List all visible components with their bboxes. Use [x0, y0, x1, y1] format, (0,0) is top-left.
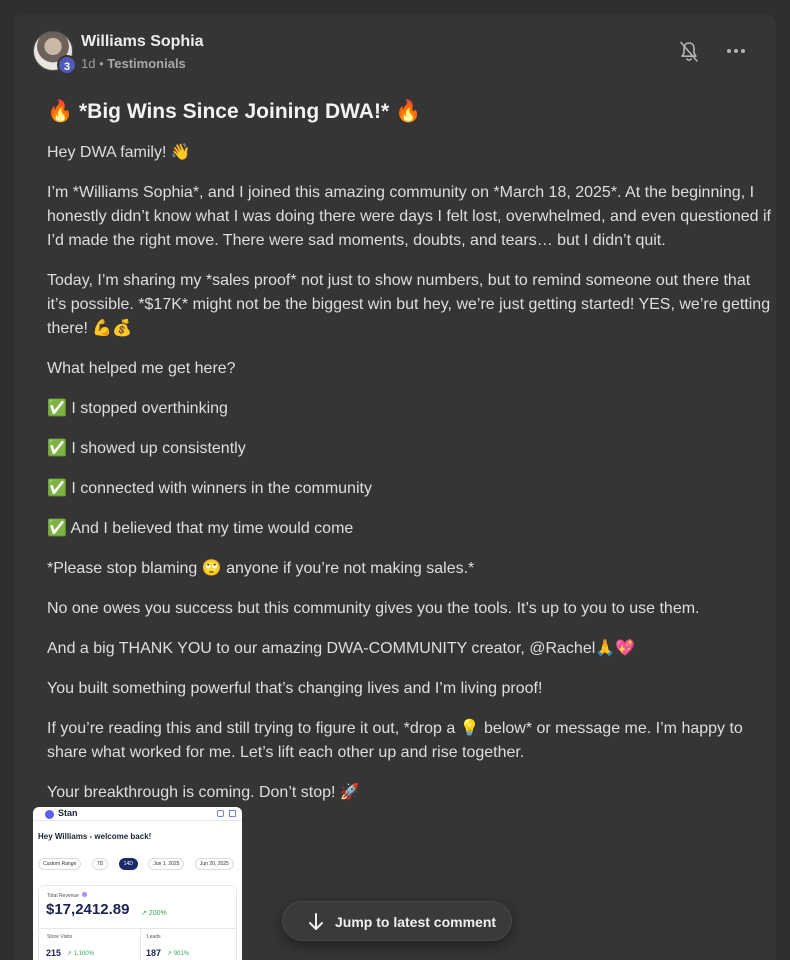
checklist-item: ✅ I stopped overthinking: [47, 400, 228, 417]
jump-button-label: Jump to latest comment: [335, 914, 497, 930]
post-paragraph: No one owes you success but this community gives you the tools. It’s up to you to use them.: [47, 600, 700, 617]
post-paragraph: And a big THANK YOU to our amazing DWA-COMMUNITY creator, @Rachel🙏💖: [47, 640, 636, 657]
store-visits-label: Store Visits: [47, 934, 73, 940]
filter-chip: 7D: [92, 858, 108, 870]
post-paragraph: Hey DWA family! 👋: [47, 144, 191, 161]
jump-to-latest-comment-button[interactable]: [282, 901, 512, 941]
share-icon: [217, 810, 224, 817]
dashboard-topbar: [33, 807, 242, 821]
dashboard-brand: Stan: [58, 808, 78, 818]
filter-chip-active: 14D: [119, 858, 138, 870]
checklist-item: ✅ I connected with winners in the community: [47, 480, 372, 497]
filter-chip: Jun 1, 2025: [148, 858, 184, 870]
filter-chip: Jun 20, 2025: [195, 858, 234, 870]
post-paragraph: You built something powerful that’s changing lives and I’m living proof!: [47, 680, 543, 697]
total-revenue-change: ↗ 200%: [141, 910, 167, 917]
post-body: [47, 141, 772, 821]
leads-change: ↗ 901%: [167, 951, 190, 957]
stan-logo-icon: [45, 810, 54, 819]
copy-icon: [229, 810, 236, 817]
checklist-item: ✅ And I believed that my time would come: [47, 520, 354, 537]
revenue-panel: [38, 885, 237, 960]
total-revenue-label: Total Revenue: [47, 892, 87, 899]
total-revenue-value: $17,2412.89: [46, 901, 130, 918]
post-paragraph: I’m *Williams Sophia*, and I joined this amazing community on *March 18, 2025*. At the beginning, I honestly didn’t know what I was doing there were days I felt lost, overwhelmed, and even questioned if I’d made the right move. There were sad moments, doubts, and tears… but I didn’t quit.: [47, 184, 771, 249]
post-meta: [81, 56, 186, 71]
leads-label: Leads: [147, 934, 161, 940]
post-title: 🔥 *Big Wins Since Joining DWA!* 🔥: [47, 100, 422, 123]
author-name[interactable]: Williams Sophia: [81, 33, 204, 50]
level-badge: 3: [57, 55, 77, 75]
post-time: 1d: [81, 56, 96, 71]
more-horizontal-icon[interactable]: [725, 41, 747, 61]
post-paragraph: Your breakthrough is coming. Don’t stop! 🚀: [47, 784, 360, 801]
info-dot-icon: [82, 892, 87, 897]
meta-separator: •: [99, 56, 104, 71]
panel-divider: [39, 928, 236, 929]
dashboard-filters: [38, 855, 240, 865]
store-visits-value: 215: [46, 948, 62, 958]
bell-off-icon[interactable]: [679, 41, 699, 63]
filter-chip: Custom Range: [38, 858, 81, 870]
panel-vertical-divider: [140, 928, 141, 960]
post-paragraph: What helped me get here?: [47, 360, 236, 377]
leads-value: 187: [146, 948, 162, 958]
sales-proof-image[interactable]: [33, 807, 242, 960]
store-visits-change: ↗ 1,100%: [67, 951, 95, 957]
post-paragraph: If you’re reading this and still trying to figure it out, *drop a 💡 below* or message me. I’m happy to share what worked for me. Let’s lift each other up and rise together.: [47, 720, 743, 761]
post-paragraph: Today, I’m sharing my *sales proof* not just to show numbers, but to remind someone out there that it’s possible. *$17K* might not be the biggest win but hey, we’re just getting started! YES, we’re getting there! 💪💰: [47, 272, 771, 337]
arrow-down-icon: [307, 912, 325, 932]
post-category[interactable]: Testimonials: [107, 56, 186, 71]
post-header: [33, 31, 757, 75]
post-paragraph: *Please stop blaming 🙄 anyone if you’re not making sales.*: [47, 560, 475, 577]
dashboard-welcome: Hey Williams - welcome back!: [38, 832, 152, 841]
checklist-item: ✅ I showed up consistently: [47, 440, 246, 457]
